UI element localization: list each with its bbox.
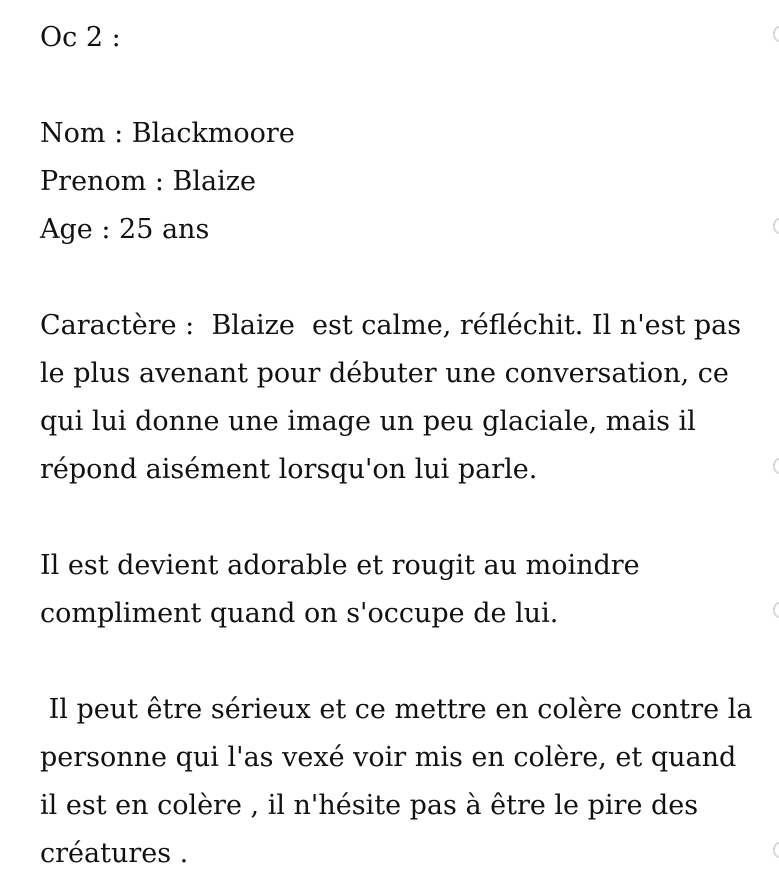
caractere-line-3: qui lui donne une image un peu glaciale, mais il: [40, 406, 696, 437]
edge-mark: [773, 218, 779, 234]
caractere-line-1: Caractère : Blaize est calme, réfléchit. Il n'est pas: [40, 310, 742, 341]
caractere-line-4: répond aisément lorsqu'on lui parle.: [40, 454, 538, 485]
edge-mark: [773, 842, 779, 858]
paragraph-3-line-4: créatures .: [40, 838, 189, 869]
heading-oc: Oc 2 :: [40, 22, 121, 53]
edge-mark: [773, 26, 779, 42]
blank-line: [40, 494, 760, 542]
field-age: Age : 25 ans: [40, 214, 210, 245]
paragraph-3-line-2: personne qui l'as vexé voir mis en colère, et quand: [40, 742, 737, 773]
paragraph-3-line-3: il est en colère , il n'hésite pas à être le pire des: [40, 790, 699, 821]
paragraph-2-line-1: Il est devient adorable et rougit au moindre: [40, 550, 640, 581]
document-body: [40, 14, 760, 878]
blank-line: [40, 638, 760, 686]
paragraph-3-line-1: Il peut être sérieux et ce mettre en colère contre la: [40, 694, 753, 725]
edge-mark: [773, 602, 779, 618]
paragraph-2-line-2: compliment quand on s'occupe de lui.: [40, 598, 559, 629]
field-nom: Nom : Blackmoore: [40, 118, 295, 149]
field-prenom: Prenom : Blaize: [40, 166, 256, 197]
edge-mark: [773, 458, 779, 474]
blank-line: [40, 254, 760, 302]
blank-line: [40, 62, 760, 110]
caractere-line-2: le plus avenant pour débuter une conversation, ce: [40, 358, 729, 389]
